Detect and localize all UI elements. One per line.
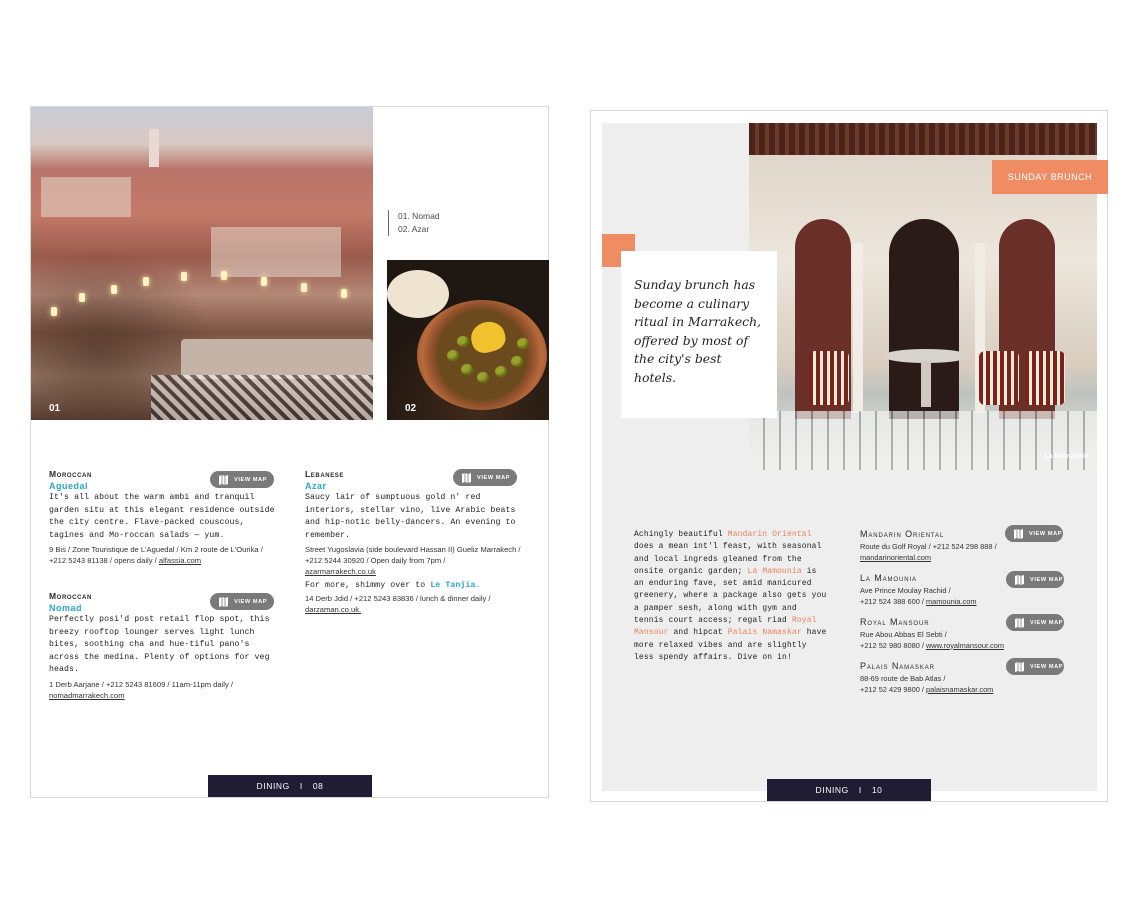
listing-name[interactable]: Azar (305, 481, 327, 491)
address-text: 14 Derb Jdid / +212 5243 83836 / lunch & dinner daily / (305, 593, 491, 603)
rooftop-terrace-photo (31, 107, 373, 420)
carved-frieze (749, 123, 1097, 155)
view-map-button[interactable] (1006, 571, 1064, 588)
view-map-button[interactable] (1005, 525, 1063, 542)
listing-name[interactable]: Nomad (49, 603, 83, 613)
left-page (30, 106, 549, 798)
address-text: Rue Abou Abbas El Sebti / (860, 630, 947, 639)
olive (447, 350, 459, 361)
website-link[interactable]: palaisnamaskar.com (925, 684, 994, 694)
index-item: 01. Nomad (398, 211, 440, 221)
website-link[interactable]: www.royalmansour.com (925, 640, 1005, 650)
paragraph-text: Achingly beautiful (634, 530, 728, 539)
tiled-floor (749, 411, 1097, 470)
phone-text: +212 52 980 8080 / (860, 640, 926, 650)
hotel-name: La Mamounia (860, 573, 917, 583)
website-link[interactable]: mamounia.com (925, 596, 977, 606)
fountain-stem (921, 361, 931, 407)
view-map-label: VIEW MAP (1030, 619, 1064, 626)
terrace-sofa (181, 339, 373, 379)
folded-map-icon (219, 475, 228, 485)
folded-map-icon (1015, 575, 1024, 585)
more-prefix: For more, shimmy over to (305, 581, 431, 590)
pull-quote: Sunday brunch has become a culinary ritual in Marrakech, offered by most of the city's best hotels. (634, 277, 762, 385)
index-item: 02. Azar (398, 224, 430, 234)
lantern (1025, 351, 1065, 405)
address-text: 1 Derb Aarjane / +212 5243 81609 / 11am-11pm daily / (49, 679, 233, 689)
hotel-highlight[interactable]: Royal Mansour (634, 616, 817, 638)
striped-cushions (151, 375, 373, 420)
listing-description: Saucy lair of sumptuous gold n' red interiors, stellar vino, live Arabic beats and hip-notic belly-dancers. An evening to remember. (305, 493, 516, 540)
hotel-highlight[interactable]: La Mamounia (747, 566, 802, 576)
folded-map-icon (1015, 662, 1024, 672)
lantern-light (221, 271, 227, 280)
lantern-light (341, 289, 347, 298)
address-text: Street Yugoslavia (side boulevard Hassan II) Gueliz Marrakech / +212 5244 30920 / Open daily from 7pm / (305, 545, 521, 565)
lantern-light (111, 285, 117, 294)
more-recommendation (305, 580, 535, 593)
address-text: Ave Prince Moulay Rachid / (860, 586, 951, 595)
lantern-light (301, 283, 307, 292)
view-map-button[interactable] (210, 471, 274, 488)
hotel-highlight[interactable]: Mandarin Oriental (727, 530, 812, 539)
section-tag: SUNDAY BRUNCH (992, 160, 1108, 194)
view-map-button[interactable] (1006, 658, 1064, 675)
website-link[interactable]: nomadmarrakech.com (49, 690, 125, 700)
minaret-shape (149, 129, 159, 167)
address-text: Route du Golf Royal / +212 524 298 888 / (860, 542, 997, 551)
paragraph-text: and hipcat (668, 628, 728, 638)
footer-page-number: 08 (312, 781, 324, 791)
olive (461, 364, 473, 375)
tagine-plate (417, 300, 547, 410)
phone-text: +212 524 388 600 / (860, 596, 926, 606)
olive (495, 366, 507, 377)
le-tanjia-name[interactable]: Le Tanjia. (430, 581, 481, 590)
page-footer (208, 775, 372, 797)
view-map-button[interactable] (1006, 614, 1064, 631)
right-page (590, 110, 1108, 802)
hotel-name: Royal Mansour (860, 617, 930, 627)
listing-address (49, 679, 277, 701)
view-map-label: VIEW MAP (1029, 530, 1063, 537)
listing-category: Moroccan (49, 469, 92, 479)
website-link[interactable]: mandarinoriental.com (860, 552, 932, 562)
hotel-address (860, 674, 1070, 695)
website-link[interactable]: alfassia.com (158, 556, 202, 565)
folded-map-icon (1014, 529, 1023, 539)
lantern (979, 351, 1019, 405)
hotel-name: Palais Namaskar (860, 661, 935, 671)
listing-description: It's all about the warm ambi and tranquil garden situ at this elegant residence outside the city centre. Flave-packed couscous, tagines and Mo-roccan salads — yum. (49, 493, 275, 540)
olive (511, 356, 523, 367)
lantern-light (181, 272, 187, 281)
photo-number: 02 (405, 403, 417, 414)
page-footer (767, 779, 931, 801)
view-map-label: VIEW MAP (1030, 663, 1064, 670)
olive (517, 338, 529, 349)
photo-caption: La Mamounia (1044, 453, 1089, 460)
hotel-name: Mandarin Oriental (860, 529, 945, 539)
hotel-address (860, 586, 1070, 607)
lantern (809, 351, 849, 405)
view-map-label: VIEW MAP (1030, 576, 1064, 583)
view-map-label: VIEW MAP (234, 476, 268, 483)
view-map-label: VIEW MAP (477, 474, 511, 481)
more-address (305, 593, 535, 615)
olive (477, 372, 489, 383)
footer-page-number: 10 (871, 785, 883, 795)
photo-number: 01 (49, 403, 61, 414)
roof-shape (41, 177, 131, 217)
listing-category: Moroccan (49, 591, 92, 601)
listing-azar (305, 469, 535, 615)
listing-address (49, 544, 277, 566)
roof-shape (211, 227, 341, 277)
address-text: 88-69 route de Bab Atlas / (860, 674, 946, 683)
footer-divider: I (299, 781, 303, 791)
folded-map-icon (219, 597, 228, 607)
photo-index (388, 210, 440, 236)
hotel-highlight[interactable]: Palais Namaskar (727, 628, 802, 638)
listing-address (305, 544, 535, 577)
view-map-button[interactable] (210, 593, 274, 610)
website-link[interactable]: darzaman.co.uk. (305, 604, 362, 614)
brunch-paragraph (634, 529, 830, 664)
olive (457, 336, 469, 347)
pillar (853, 243, 863, 413)
website-link[interactable]: azarmarrakech.co.uk (305, 567, 376, 576)
paragraph-text: have more relaxed vibes and are slightly less spendy affairs. Dive on in! (634, 628, 827, 662)
lantern-light (79, 293, 85, 302)
footer-section: DINING (256, 781, 290, 791)
hotel-address (860, 630, 1070, 651)
folded-map-icon (462, 473, 471, 483)
pull-quote-box (621, 251, 777, 418)
hotel-address (860, 542, 1070, 563)
paragraph-text: does a mean int'l feast, with seasonal and local ingreds gleaned from the onsite organic garden; (634, 542, 822, 576)
view-map-button[interactable] (453, 469, 517, 486)
listing-name[interactable]: Aguedal (49, 481, 89, 491)
footer-divider: I (858, 785, 862, 795)
listing-description: Perfectly posi'd post retail flop spot, this breezy rooftop lounger serves light lunch bites, soothing cha and hue-tiful pano's across the medina. Plenty of options for veg heads. (49, 615, 270, 674)
bread-shape (387, 270, 449, 318)
footer-section: DINING (815, 785, 849, 795)
paragraph-text: is an enduring fave, set amid manicured greenery, where a package also gets you a pamper sesh, along with gym and tennis court access; regal riad (634, 566, 827, 626)
address-text: 9 Bis / Zone Touristique de L'Aguedal / Km 2 route de L'Ourika / +212 5243 81138 / opens daily / (49, 545, 263, 565)
lantern-light (51, 307, 57, 316)
lantern-light (261, 277, 267, 286)
tagine-dish-photo (387, 260, 549, 420)
view-map-label: VIEW MAP (234, 598, 268, 605)
listing-category: Lebanese (305, 469, 344, 479)
lantern-light (143, 277, 149, 286)
folded-map-icon (1015, 618, 1024, 628)
phone-text: +212 52 429 9800 / (860, 684, 926, 694)
